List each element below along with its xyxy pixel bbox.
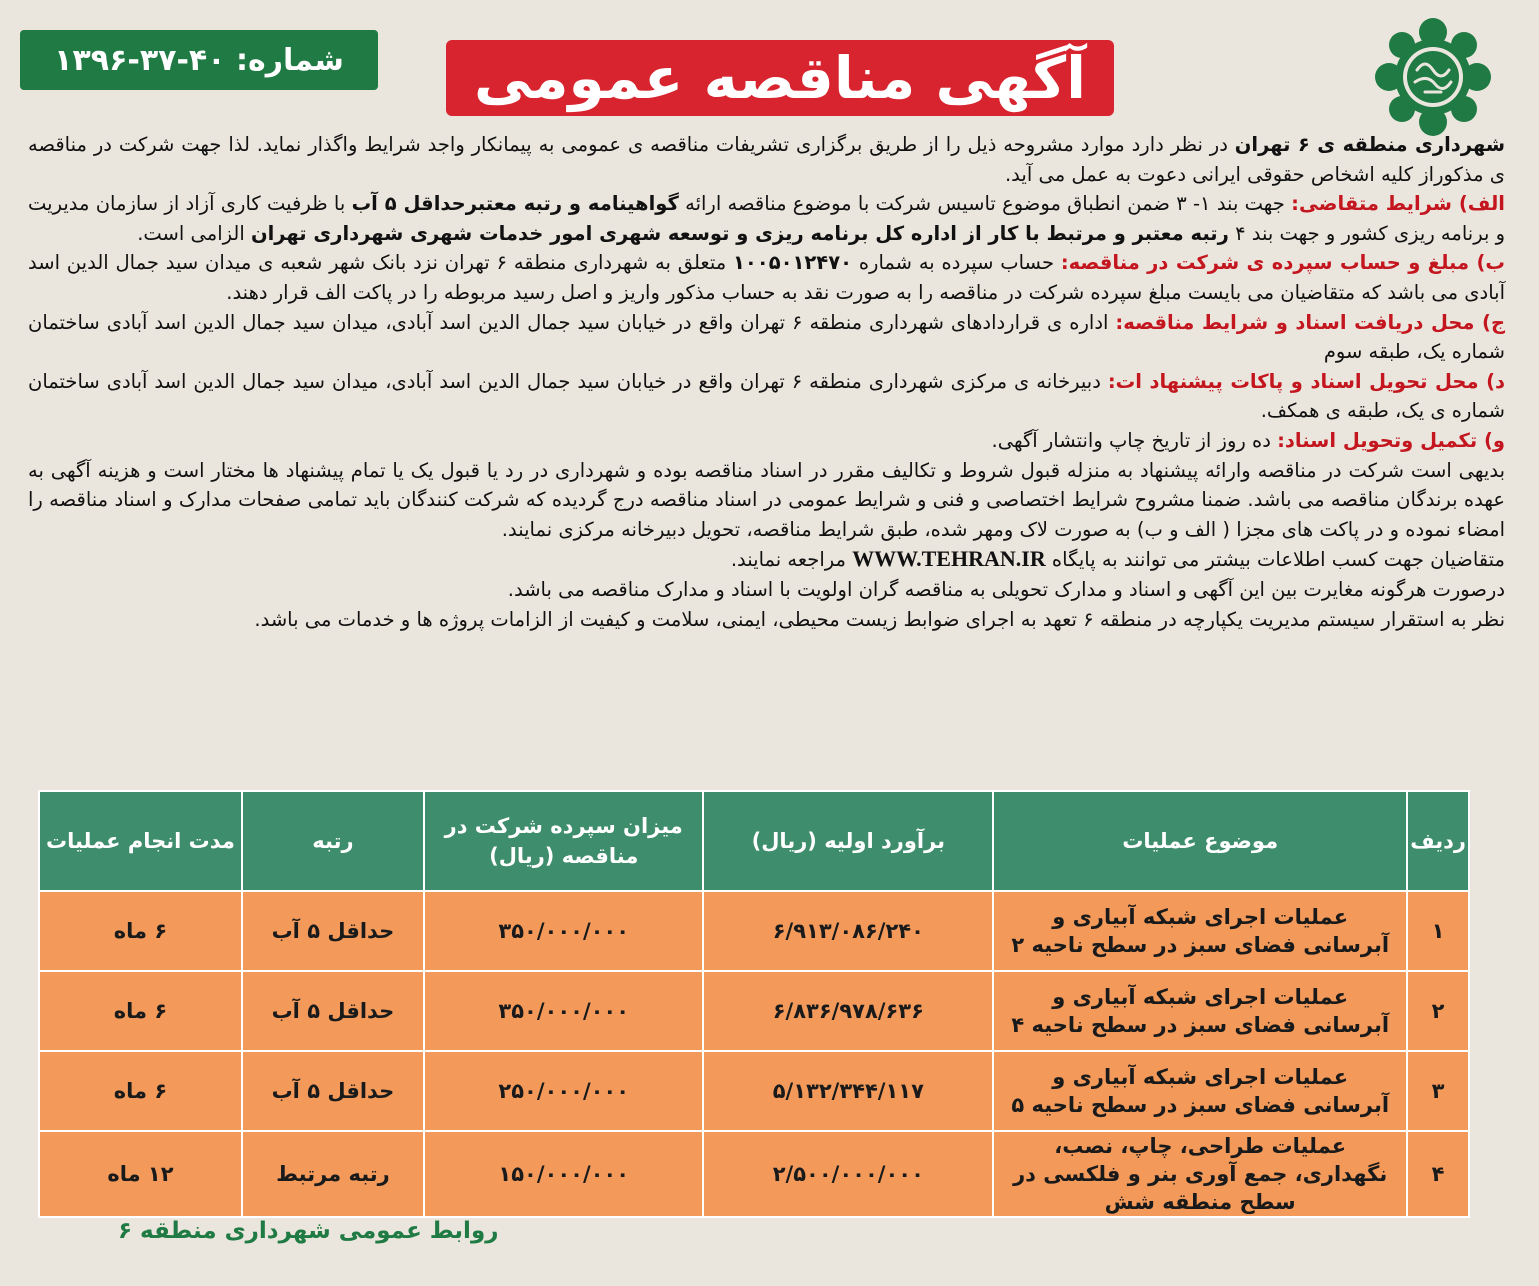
cell-rank: حداقل ۵ آب — [242, 1051, 424, 1131]
cell-estimate: ۵/۱۳۲/۳۴۴/۱۱۷ — [703, 1051, 993, 1131]
section-d — [28, 367, 1505, 426]
table-row — [39, 1051, 1469, 1131]
header-deposit: میزان سپرده شرکت در مناقصه (ریال) — [424, 791, 703, 891]
cell-row-number: ۳ — [1407, 1051, 1469, 1131]
section-c — [28, 308, 1505, 367]
website-text: متقاضیان جهت کسب اطلاعات بیشتر می توانند به پایگاه — [1045, 548, 1505, 572]
section-e — [28, 426, 1505, 456]
cell-estimate: ۶/۹۱۳/۰۸۶/۲۴۰ — [703, 891, 993, 971]
section-b-text: حساب سپرده به شماره — [852, 251, 1061, 275]
website-text: مراجعه نمایند. — [730, 548, 853, 572]
cell-estimate: ۶/۸۳۶/۹۷۸/۶۳۶ — [703, 971, 993, 1051]
section-b — [28, 248, 1505, 307]
section-a-text: الزامی است. — [137, 221, 251, 245]
notice-title: آگهی مناقصه عمومی — [446, 40, 1114, 116]
cell-deposit: ۳۵۰/۰۰۰/۰۰۰ — [424, 971, 703, 1051]
table-header-row — [39, 791, 1469, 891]
table-row — [39, 891, 1469, 971]
section-a-text: با ظرفیت کاری آزاد از سازمان مدیریت و برنامه ریزی کشور و جهت بند ۴ — [28, 192, 1505, 245]
header-rank: رتبه — [242, 791, 424, 891]
section-c-heading: ج) محل دریافت اسناد و شرایط مناقصه: — [1115, 310, 1505, 334]
paragraph-conditions: بدیهی است شرکت در مناقصه وارائه پیشنهاد به منزله قبول شروط و تکالیف مقرر در اسناد مناقصه بوده و شهرداری در رد یا قبول یک یا تمام پیشنهاد ها مختار است و هزینه آگهی به عهده برندگان مناقصه می باشد. ضمنا مشروح شرایط اختصاصی و فنی و شرایط عمومی در اسناد مناقصه درج گردیده که شرکت کنندگان باید تمامی صفحات مدارک و اسناد مناقصه را امضاء نموده و در پاکت های مجزا ( الف و ب) به صورت لاک ومهر شده، طبق شرایط مناقصه، تحویل دبیرخانه مرکزی نمایند. — [28, 458, 1505, 541]
cell-rank: حداقل ۵ آب — [242, 891, 424, 971]
section-b-heading: ب) مبلغ و حساب سپرده ی شرکت در مناقصه: — [1060, 251, 1505, 275]
public-relations-footer: روابط عمومی شهرداری منطقه ۶ — [118, 1218, 499, 1244]
intro-paragraph — [28, 130, 1505, 189]
table-row — [39, 971, 1469, 1051]
notice-number: شماره: ۴۰-۳۷-۱۳۹۶ — [20, 30, 378, 90]
cell-subject: عملیات اجرای شبکه آبیاری و آبرسانی فضای سبز در سطح ناحیه ۵ — [993, 1051, 1407, 1131]
cell-row-number: ۱ — [1407, 891, 1469, 971]
section-e-text: ده روز از تاریخ چاپ وانتشار آگهی. — [991, 428, 1278, 452]
intro-text: در نظر دارد موارد مشروحه ذیل را از طریق برگزاری تشریفات مناقصه ی عمومی به پیمانکار واجد شرایط واگذار نماید. لذا جهت شرکت در مناقصه ی مذکوراز کلیه اشخاص حقوقی ایرانی دعوت به عمل می آید. — [28, 133, 1505, 186]
cell-row-number: ۴ — [1407, 1131, 1469, 1217]
cell-estimate: ۲/۵۰۰/۰۰۰/۰۰۰ — [703, 1131, 993, 1217]
cell-rank: حداقل ۵ آب — [242, 971, 424, 1051]
paragraph-management: نظر به استقرار سیستم مدیریت یکپارچه در منطقه ۶ تعهد به اجرای ضوابط زیست محیطی، ایمنی، سلامت و کیفیت از الزامات پروژه ها و خدمات می باشد. — [254, 607, 1505, 631]
cell-subject: عملیات طراحی، چاپ، نصب، نگهداری، جمع آوری بنر و فلکسی در سطح منطقه شش — [993, 1131, 1407, 1217]
cell-rank: رتبه مرتبط — [242, 1131, 424, 1217]
header-duration: مدت انجام عملیات — [39, 791, 242, 891]
cell-deposit: ۲۵۰/۰۰۰/۰۰۰ — [424, 1051, 703, 1131]
cell-row-number: ۲ — [1407, 971, 1469, 1051]
section-c-text: اداره ی قراردادهای شهرداری منطقه ۶ تهران واقع در خیابان سید جمال الدین اسد آبادی، میدان سید جمال الدین اسد آبادی ساختمان شماره یک، طبقه سوم — [28, 310, 1505, 364]
cell-deposit: ۳۵۰/۰۰۰/۰۰۰ — [424, 891, 703, 971]
tehran-municipality-logo-icon — [1369, 18, 1497, 136]
header-estimate: برآورد اولیه (ریال) — [703, 791, 993, 891]
section-a-bold: گواهینامه و رتبه معتبرحداقل ۵ آب — [351, 192, 679, 216]
section-b-text: متعلق به شهرداری منطقه ۶ تهران نزد بانک شهر شعبه ی میدان سید جمال الدین اسد آبادی می باشد که متقاضیان می بایست مبلغ سپرده شرکت در مناقصه را به صورت نقد به حساب مذکور واریز و اصل رسید مربوطه را در پاکت الف قرار دهند. — [28, 251, 1505, 304]
operations-table — [38, 790, 1470, 1218]
cell-duration: ۶ ماه — [39, 891, 242, 971]
header-subject: موضوع عملیات — [993, 791, 1407, 891]
account-number: ۱۰۰۵۰۱۲۴۷۰ — [732, 251, 853, 275]
section-a-heading: الف) شرایط متقاضی: — [1291, 192, 1505, 216]
section-d-heading: د) محل تحویل اسناد و پاکات پیشنهاد ات: — [1107, 369, 1506, 393]
section-e-heading: و) تکمیل وتحویل اسناد: — [1277, 428, 1505, 452]
table-row — [39, 1131, 1469, 1217]
cell-duration: ۱۲ ماه — [39, 1131, 242, 1217]
paragraph-website — [28, 544, 1505, 575]
section-d-text: دبیرخانه ی مرکزی شهرداری منطقه ۶ تهران واقع در خیابان سید جمال الدین اسد آبادی، میدان سید جمال الدین اسد آبادی ساختمان شماره ی یک، طبقه ی همکف. — [28, 369, 1505, 423]
section-a-text: جهت بند ۱- ۳ ضمن انطباق موضوع تاسیس شرکت با موضوع مناقصه ارائه — [678, 192, 1292, 216]
paragraph-priority: درصورت هرگونه مغایرت بین این آگهی و اسناد و مدارک تحویلی به مناقصه گران اولویت با اسناد و مدارک مناقصه می باشد. — [507, 577, 1505, 601]
notice-body — [28, 130, 1505, 634]
website-link[interactable]: WWW.TEHRAN.IR — [852, 546, 1046, 572]
section-a — [28, 189, 1505, 248]
cell-subject: عملیات اجرای شبکه آبیاری و آبرسانی فضای سبز در سطح ناحیه ۴ — [993, 971, 1407, 1051]
cell-subject: عملیات اجرای شبکه آبیاری و آبرسانی فضای سبز در سطح ناحیه ۲ — [993, 891, 1407, 971]
intro-bold: شهرداری منطقه ی ۶ تهران — [1234, 133, 1505, 156]
cell-deposit: ۱۵۰/۰۰۰/۰۰۰ — [424, 1131, 703, 1217]
cell-duration: ۶ ماه — [39, 1051, 242, 1131]
section-a-bold: رتبه معتبر و مرتبط با کار از اداره کل برنامه ریزی و توسعه شهری امور خدمات شهری شهرداری تهران — [250, 221, 1229, 245]
header-row-number: ردیف — [1407, 791, 1469, 891]
cell-duration: ۶ ماه — [39, 971, 242, 1051]
